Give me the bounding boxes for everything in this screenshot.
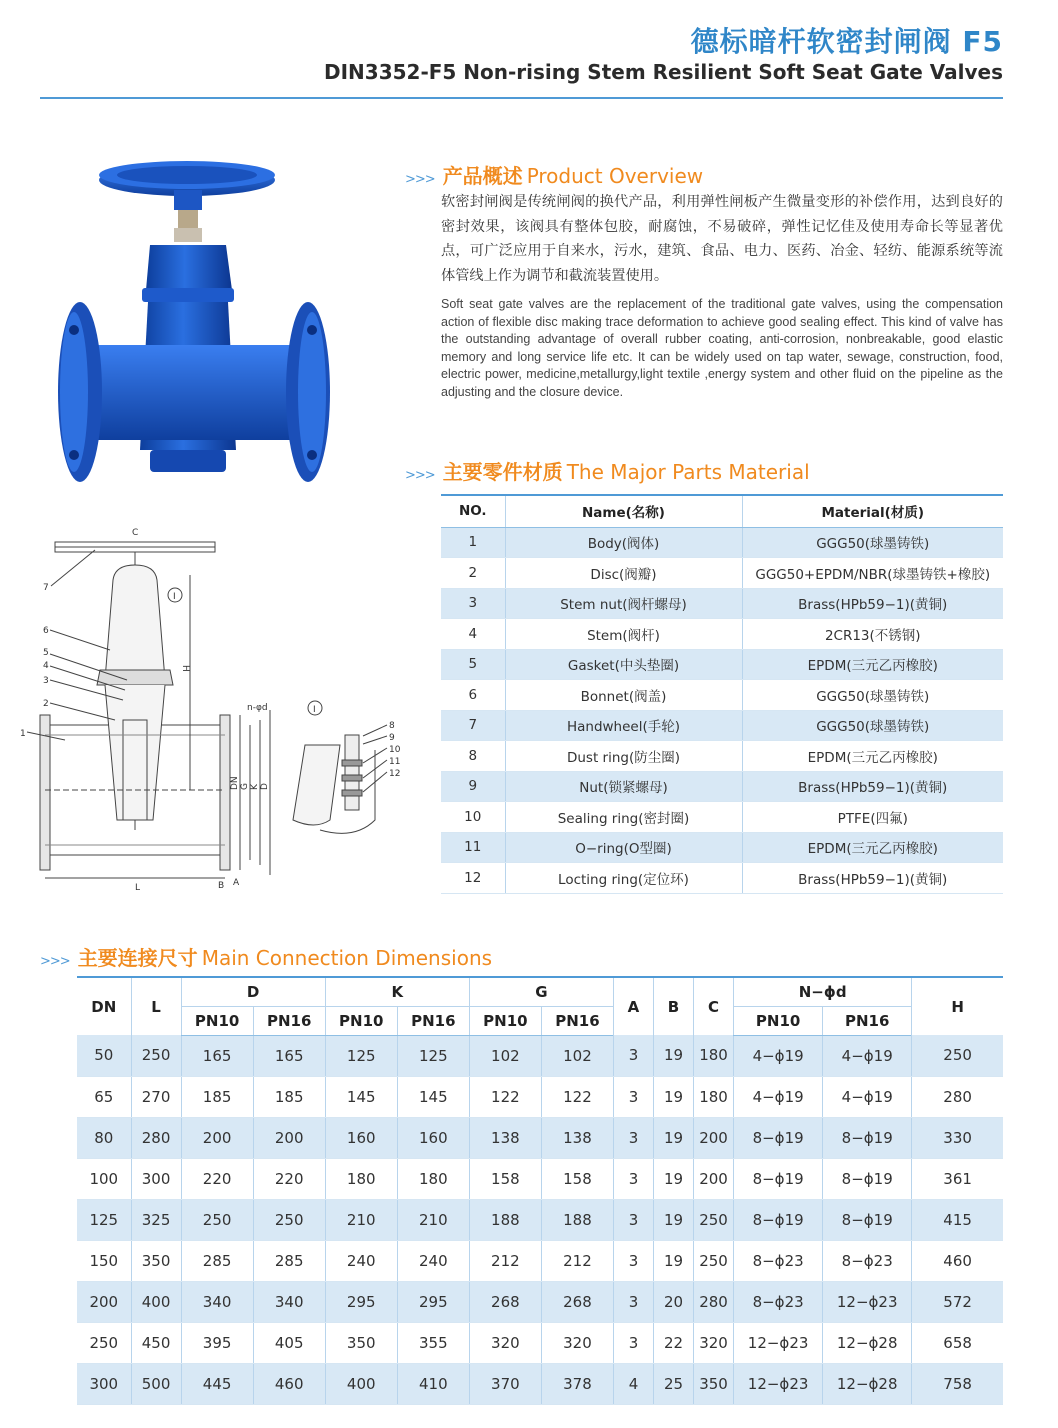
dim-label-b: B (218, 881, 225, 891)
dims-cell: 150 (77, 1240, 131, 1281)
table-row (441, 619, 1003, 650)
dims-cell: 138 (469, 1117, 541, 1158)
parts-cell-name: Dust ring(防尘圈) (505, 741, 742, 772)
dim-label-c: C (132, 528, 139, 538)
page-title-en: DIN3352-F5 Non-rising Stem Resilient Soft Seat Gate Valves (324, 60, 1003, 84)
dims-cell: 3 (613, 1281, 653, 1322)
parts-cell-no: 5 (441, 649, 505, 680)
parts-cell-name: Body(阀体) (505, 527, 742, 558)
dims-cell: 658 (912, 1322, 1003, 1363)
parts-cell-name: Bonnet(阀盖) (505, 680, 742, 711)
dims-cell: 200 (253, 1117, 325, 1158)
dims-cell: 3 (613, 1322, 653, 1363)
dims-cell: 250 (77, 1322, 131, 1363)
dims-cell: 320 (694, 1322, 734, 1363)
parts-cell-no: 6 (441, 680, 505, 711)
dims-cell: 8−ϕ19 (734, 1158, 823, 1199)
dims-col-nd-pn10: PN10 (734, 1006, 823, 1035)
table-row (77, 1117, 1003, 1158)
parts-cell-material: EPDM(三元乙丙橡胶) (742, 741, 1003, 772)
callout-3: 3 (43, 676, 49, 686)
dims-cell: 240 (325, 1240, 397, 1281)
dims-cell: 378 (541, 1363, 613, 1404)
dims-group-d: D (181, 977, 325, 1006)
header-divider (40, 97, 1003, 99)
parts-cell-material: GGG50+EPDM/NBR(球墨铸铁+橡胶) (742, 558, 1003, 589)
callout-5: 5 (43, 648, 49, 658)
dims-col-c: C (694, 977, 734, 1035)
dims-cell: 180 (325, 1158, 397, 1199)
dims-col-k-pn10: PN10 (325, 1006, 397, 1035)
parts-cell-name: Locting ring(定位环) (505, 863, 742, 894)
detail-marker-2: I (313, 705, 316, 715)
dims-col-d-pn10: PN10 (181, 1006, 253, 1035)
dims-cell: 200 (181, 1117, 253, 1158)
dimensions-table (77, 976, 1003, 1405)
dim-label-dn: DN (230, 776, 240, 790)
dims-cell: 460 (253, 1363, 325, 1404)
callout-12: 12 (389, 769, 401, 779)
dims-cell: 3 (613, 1117, 653, 1158)
parts-cell-material: Brass(HPb59−1)(黄铜) (742, 771, 1003, 802)
overview-heading-cn: 产品概述 (442, 164, 523, 188)
dims-cell: 280 (912, 1076, 1003, 1117)
dims-cell: 65 (77, 1076, 131, 1117)
dims-cell: 400 (131, 1281, 181, 1322)
dims-cell: 240 (397, 1240, 469, 1281)
parts-material-table (441, 494, 1003, 894)
parts-col-material: Material(材质) (742, 495, 1003, 527)
dims-cell: 250 (253, 1199, 325, 1240)
dims-col-l: L (131, 977, 181, 1035)
dims-cell: 165 (253, 1035, 325, 1076)
parts-cell-no: 1 (441, 527, 505, 558)
dims-cell: 8−ϕ23 (734, 1281, 823, 1322)
dims-cell: 100 (77, 1158, 131, 1199)
dims-cell: 12−ϕ23 (734, 1363, 823, 1404)
dims-group-k: K (325, 977, 469, 1006)
dims-cell: 400 (325, 1363, 397, 1404)
parts-cell-name: O−ring(O型圈) (505, 832, 742, 863)
dims-cell: 25 (654, 1363, 694, 1404)
table-row (441, 710, 1003, 741)
dims-heading-cn: 主要连接尺寸 (77, 946, 198, 970)
dims-cell: 280 (131, 1117, 181, 1158)
parts-cell-no: 9 (441, 771, 505, 802)
dims-cell: 220 (181, 1158, 253, 1199)
dims-cell: 50 (77, 1035, 131, 1076)
dims-cell: 12−ϕ28 (823, 1363, 912, 1404)
dims-cell: 268 (469, 1281, 541, 1322)
dims-cell: 450 (131, 1322, 181, 1363)
dims-cell: 250 (694, 1199, 734, 1240)
parts-cell-material: PTFE(四氟) (742, 802, 1003, 833)
dims-cell: 122 (541, 1076, 613, 1117)
callout-9: 9 (389, 733, 395, 743)
dims-cell: 250 (131, 1035, 181, 1076)
parts-cell-material: 2CR13(不锈钢) (742, 619, 1003, 650)
dim-label-h: H (180, 665, 190, 672)
dims-group-nd: N−ϕd (734, 977, 912, 1006)
dims-heading (40, 942, 492, 971)
dims-heading-en: Main Connection Dimensions (201, 946, 493, 970)
table-row (77, 1035, 1003, 1076)
dims-cell: 220 (253, 1158, 325, 1199)
dims-cell: 300 (131, 1158, 181, 1199)
dims-col-k-pn16: PN16 (397, 1006, 469, 1035)
dims-cell: 160 (325, 1117, 397, 1158)
dim-label-d: D (260, 783, 270, 790)
dims-cell: 3 (613, 1199, 653, 1240)
callout-4: 4 (43, 661, 49, 671)
callout-10: 10 (389, 745, 401, 755)
dims-cell: 102 (541, 1035, 613, 1076)
dims-cell: 4 (613, 1363, 653, 1404)
parts-cell-material: Brass(HPb59−1)(黄铜) (742, 863, 1003, 894)
table-row (441, 802, 1003, 833)
dims-cell: 8−ϕ19 (734, 1117, 823, 1158)
dims-cell: 355 (397, 1322, 469, 1363)
parts-cell-name: Sealing ring(密封圈) (505, 802, 742, 833)
dims-cell: 250 (912, 1035, 1003, 1076)
valve-photo (50, 150, 340, 510)
dim-label-l: L (135, 883, 141, 893)
dim-label-k: K (250, 784, 260, 790)
parts-cell-name: Stem nut(阀杆螺母) (505, 588, 742, 619)
dims-cell: 22 (654, 1322, 694, 1363)
dims-cell: 125 (77, 1199, 131, 1240)
table-row (441, 680, 1003, 711)
dims-body (77, 1035, 1003, 1404)
dims-cell: 80 (77, 1117, 131, 1158)
dims-cell: 3 (613, 1035, 653, 1076)
dims-cell: 19 (654, 1158, 694, 1199)
dims-cell: 572 (912, 1281, 1003, 1322)
dims-cell: 4−ϕ19 (823, 1076, 912, 1117)
dim-label-g: G (240, 783, 250, 790)
dims-cell: 340 (181, 1281, 253, 1322)
dims-cell: 285 (253, 1240, 325, 1281)
dims-cell: 200 (77, 1281, 131, 1322)
dims-col-g-pn16: PN16 (541, 1006, 613, 1035)
dims-cell: 138 (541, 1117, 613, 1158)
dims-cell: 8−ϕ19 (823, 1199, 912, 1240)
dims-cell: 19 (654, 1240, 694, 1281)
dims-cell: 4−ϕ19 (734, 1035, 823, 1076)
dims-cell: 270 (131, 1076, 181, 1117)
dims-cell: 180 (694, 1035, 734, 1076)
dims-col-b: B (654, 977, 694, 1035)
dims-col-h: H (912, 977, 1003, 1035)
table-row (441, 527, 1003, 558)
dims-cell: 19 (654, 1076, 694, 1117)
parts-cell-no: 2 (441, 558, 505, 589)
parts-cell-name: Handwheel(手轮) (505, 710, 742, 741)
table-row (77, 1158, 1003, 1199)
dims-cell: 200 (694, 1117, 734, 1158)
dims-cell: 8−ϕ19 (823, 1117, 912, 1158)
parts-cell-no: 3 (441, 588, 505, 619)
table-row (77, 1322, 1003, 1363)
dims-cell: 8−ϕ23 (734, 1240, 823, 1281)
dims-cell: 4−ϕ19 (734, 1076, 823, 1117)
dims-cell: 125 (325, 1035, 397, 1076)
dims-cell: 370 (469, 1363, 541, 1404)
page-title-cn: 德标暗杆软密封闸阀 F5 (690, 25, 1003, 58)
table-row (77, 1281, 1003, 1322)
dims-cell: 165 (181, 1035, 253, 1076)
dims-cell: 320 (541, 1322, 613, 1363)
dims-cell: 210 (397, 1199, 469, 1240)
dims-cell: 8−ϕ19 (823, 1158, 912, 1199)
table-row (441, 588, 1003, 619)
dims-cell: 285 (181, 1240, 253, 1281)
table-row (77, 1199, 1003, 1240)
callout-1: 1 (20, 729, 26, 739)
dims-header-row-1 (77, 977, 1003, 1006)
table-row (441, 558, 1003, 589)
dims-cell: 12−ϕ23 (823, 1281, 912, 1322)
callout-7: 7 (43, 583, 49, 593)
dims-cell: 350 (694, 1363, 734, 1404)
table-row (77, 1240, 1003, 1281)
parts-cell-no: 10 (441, 802, 505, 833)
parts-heading-cn: 主要零件材质 (442, 460, 563, 484)
dims-cell: 185 (181, 1076, 253, 1117)
dims-cell: 212 (469, 1240, 541, 1281)
overview-arrows: >>> (405, 172, 435, 187)
parts-cell-no: 4 (441, 619, 505, 650)
parts-arrows: >>> (405, 468, 435, 483)
dims-col-dn: DN (77, 977, 131, 1035)
dims-group-g: G (469, 977, 613, 1006)
parts-cell-name: Gasket(中头垫圈) (505, 649, 742, 680)
dim-label-a: A (233, 878, 240, 888)
dims-cell: 145 (397, 1076, 469, 1117)
table-row (441, 832, 1003, 863)
parts-cell-no: 12 (441, 863, 505, 894)
parts-cell-material: EPDM(三元乙丙橡胶) (742, 649, 1003, 680)
dims-col-nd-pn16: PN16 (823, 1006, 912, 1035)
parts-cell-name: Disc(阀瓣) (505, 558, 742, 589)
overview-text-en: Soft seat gate valves are the replacement of the traditional gate valves, using the compensation action of flexible disc making trace deformation to achieve good sealing effect. This kind of valve has the outstanding advantage of overall rubber coating, anti-corrosion, nonbreakable, good elastic memory and long service life etc. It can be widely used on tap water, sewage, construction, food, electric power, medicine,metallurgy,light textile ,energy system and other fluid on the pipeline as the adjusting and the closure device. (441, 297, 1003, 399)
callout-6: 6 (43, 626, 49, 636)
dims-cell: 12−ϕ28 (823, 1322, 912, 1363)
dims-cell: 250 (694, 1240, 734, 1281)
dims-cell: 280 (694, 1281, 734, 1322)
dims-cell: 460 (912, 1240, 1003, 1281)
dims-cell: 200 (694, 1158, 734, 1199)
table-row (77, 1363, 1003, 1404)
dims-cell: 3 (613, 1158, 653, 1199)
table-row (441, 649, 1003, 680)
dims-cell: 4−ϕ19 (823, 1035, 912, 1076)
parts-cell-no: 7 (441, 710, 505, 741)
table-row (441, 741, 1003, 772)
dims-cell: 3 (613, 1076, 653, 1117)
dims-cell: 758 (912, 1363, 1003, 1404)
table-row (441, 863, 1003, 894)
dims-cell: 410 (397, 1363, 469, 1404)
parts-cell-no: 11 (441, 832, 505, 863)
dims-cell: 350 (131, 1240, 181, 1281)
dims-header-row-2 (77, 1006, 1003, 1035)
dims-col-g-pn10: PN10 (469, 1006, 541, 1035)
dims-cell: 445 (181, 1363, 253, 1404)
dims-cell: 102 (469, 1035, 541, 1076)
dims-cell: 300 (77, 1363, 131, 1404)
parts-cell-material: EPDM(三元乙丙橡胶) (742, 832, 1003, 863)
dims-arrows: >>> (40, 954, 70, 969)
dims-cell: 8−ϕ23 (823, 1240, 912, 1281)
parts-cell-name: Stem(阀杆) (505, 619, 742, 650)
dims-col-d-pn16: PN16 (253, 1006, 325, 1035)
dims-col-a: A (613, 977, 653, 1035)
dims-cell: 500 (131, 1363, 181, 1404)
dims-cell: 268 (541, 1281, 613, 1322)
dims-cell: 122 (469, 1076, 541, 1117)
overview-heading-en: Product Overview (526, 164, 704, 188)
valve-cross-section-drawing (15, 520, 415, 900)
parts-heading (405, 456, 810, 485)
dims-cell: 405 (253, 1322, 325, 1363)
dims-cell: 19 (654, 1035, 694, 1076)
dims-cell: 361 (912, 1158, 1003, 1199)
dims-cell: 20 (654, 1281, 694, 1322)
table-row (77, 1076, 1003, 1117)
parts-cell-material: GGG50(球墨铸铁) (742, 710, 1003, 741)
parts-cell-material: GGG50(球墨铸铁) (742, 527, 1003, 558)
dims-cell: 210 (325, 1199, 397, 1240)
dims-cell: 212 (541, 1240, 613, 1281)
dims-cell: 295 (325, 1281, 397, 1322)
parts-col-no: NO. (441, 495, 505, 527)
callout-11: 11 (389, 757, 401, 767)
dims-cell: 180 (397, 1158, 469, 1199)
dims-cell: 340 (253, 1281, 325, 1322)
dims-cell: 8−ϕ19 (734, 1199, 823, 1240)
callout-8: 8 (389, 721, 395, 731)
dims-cell: 160 (397, 1117, 469, 1158)
parts-cell-material: GGG50(球墨铸铁) (742, 680, 1003, 711)
dims-cell: 158 (469, 1158, 541, 1199)
parts-cell-name: Nut(锁紧螺母) (505, 771, 742, 802)
dims-cell: 188 (469, 1199, 541, 1240)
parts-heading-en: The Major Parts Material (566, 460, 810, 484)
dims-cell: 19 (654, 1199, 694, 1240)
dims-cell: 125 (397, 1035, 469, 1076)
dims-cell: 350 (325, 1322, 397, 1363)
overview-heading (405, 160, 703, 189)
dims-cell: 330 (912, 1117, 1003, 1158)
dims-cell: 395 (181, 1322, 253, 1363)
dims-cell: 158 (541, 1158, 613, 1199)
dims-cell: 3 (613, 1240, 653, 1281)
dims-cell: 185 (253, 1076, 325, 1117)
dims-cell: 19 (654, 1117, 694, 1158)
table-row (441, 771, 1003, 802)
parts-cell-material: Brass(HPb59−1)(黄铜) (742, 588, 1003, 619)
detail-marker: I (173, 592, 176, 602)
dims-cell: 180 (694, 1076, 734, 1117)
dims-cell: 415 (912, 1199, 1003, 1240)
parts-header-row (441, 495, 1003, 527)
dims-cell: 250 (181, 1199, 253, 1240)
dims-cell: 145 (325, 1076, 397, 1117)
parts-cell-no: 8 (441, 741, 505, 772)
dims-cell: 320 (469, 1322, 541, 1363)
dims-cell: 188 (541, 1199, 613, 1240)
dims-cell: 12−ϕ23 (734, 1322, 823, 1363)
dims-cell: 295 (397, 1281, 469, 1322)
dims-cell: 325 (131, 1199, 181, 1240)
dim-label-nd: n-φd (247, 703, 268, 713)
overview-text-cn: 软密封闸阀是传统闸阀的换代产品，利用弹性闸板产生微量变形的补偿作用，达到良好的密封效果，该阀具有整体包胶，耐腐蚀，不易破碎，弹性记忆佳及使用寿命长等显著优点，可广泛应用于自来水，污水，建筑、食品、电力、医药、冶金、轻纺、能源系统等流体管线上作为调节和截流装置使用。 (441, 194, 1003, 284)
parts-col-name: Name(名称) (505, 495, 742, 527)
callout-2: 2 (43, 699, 49, 709)
